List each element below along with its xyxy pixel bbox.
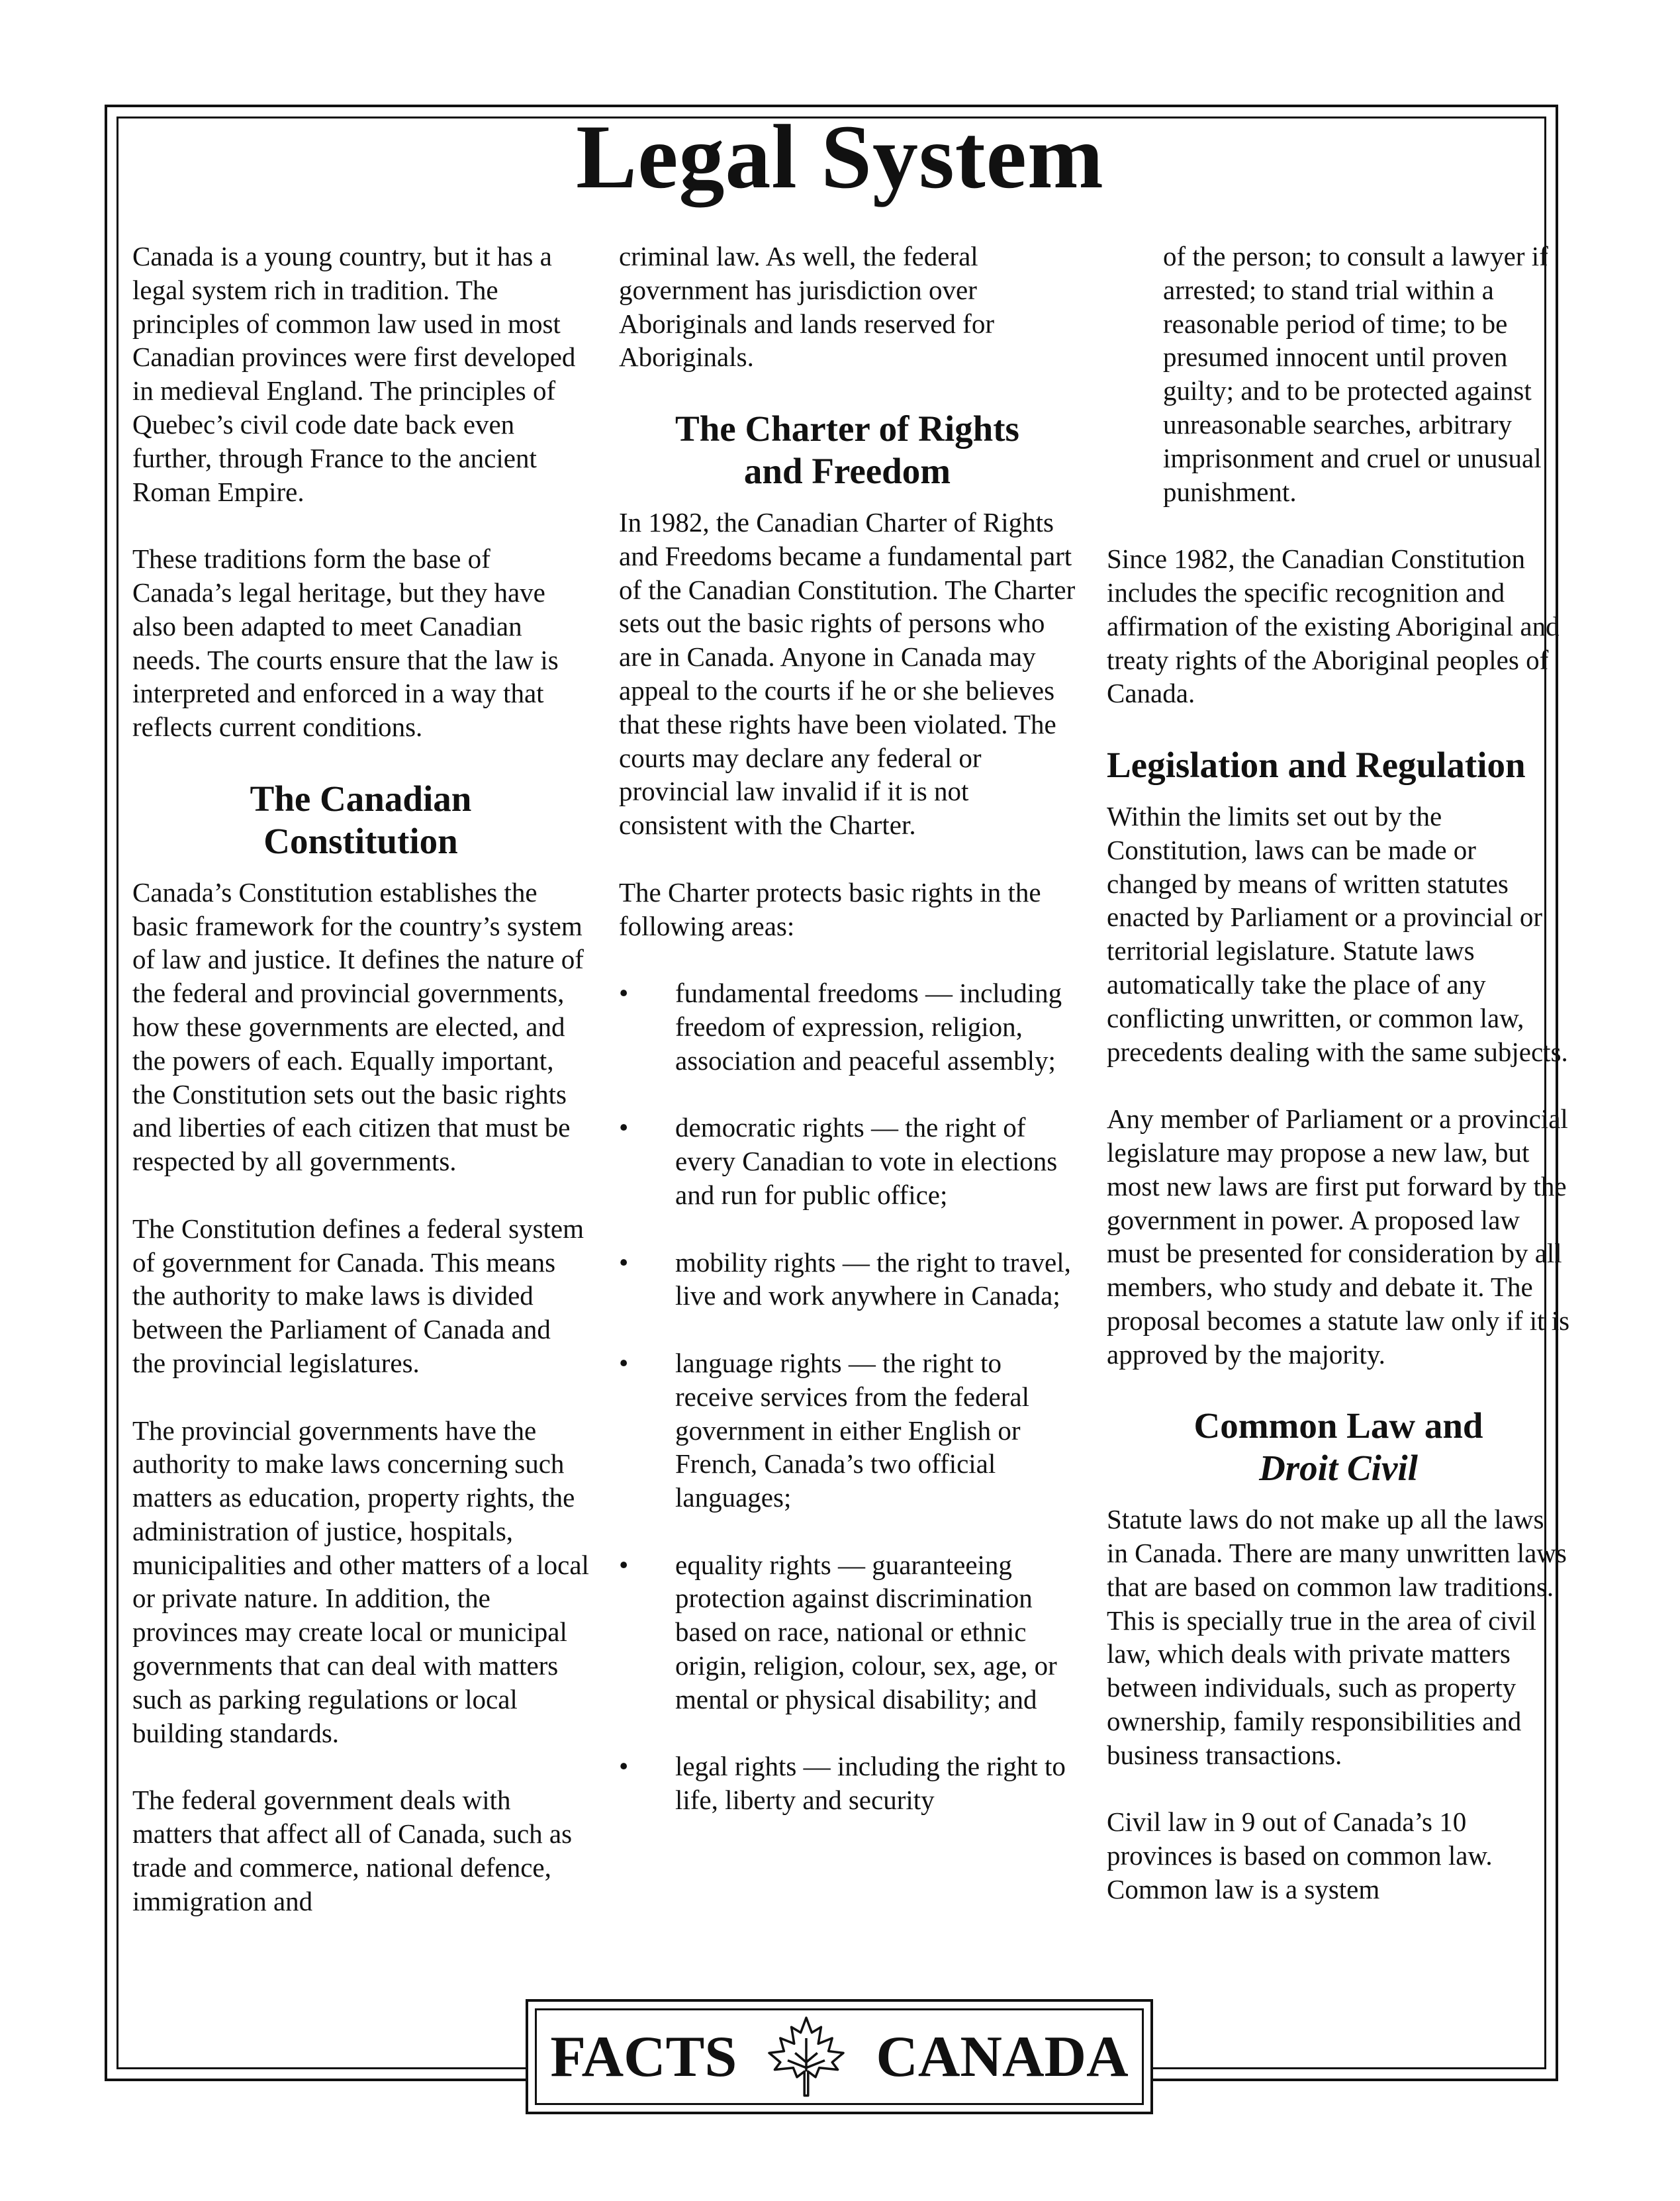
column-3 — [1107, 240, 1570, 1940]
list-item: • democratic rights — the right of every Canadian to vote in elections and run for public office; — [619, 1112, 1058, 1210]
page-title: Legal System — [576, 106, 1104, 207]
column-1 — [132, 240, 589, 1951]
maple-leaf-icon — [757, 2010, 856, 2103]
logo-text-facts: FACTS — [550, 2024, 737, 2089]
list-item: • legal rights — including the right to life, liberty and security — [619, 1751, 1066, 1816]
section-heading-charter: The Charter of Rights and Freedom — [675, 408, 1019, 491]
paragraph: The Constitution defines a federal system of government for Canada. This means the authority to make laws is divided between the Parliament of Canada and the provincial legislatures. — [132, 1213, 584, 1378]
paragraph: These traditions form the base of Canada’s legal heritage, but they have also been adapted to meet Canadian needs. The courts ensure that the law is interpreted and enforced in a way that reflects current conditions. — [132, 543, 559, 743]
list-item: • fundamental freedoms — including freedom of expression, religion, association and peaceful assembly; — [619, 978, 1062, 1076]
bullet-icon: • — [619, 1549, 629, 1580]
paragraph: Canada’s Constitution establishes the basic framework for the country’s system of law and justice. It defines the nature of the federal and provincial governments, how these governments are elected, and the powers of each. Equally important, the Constitution sets out the basic rights and liberties of each citizen that must be respected by all governments. — [132, 876, 584, 1177]
paragraph: criminal law. As well, the federal government has jurisdiction over Aboriginals and lands reserved for Aboriginals. — [619, 241, 994, 373]
bullet-icon: • — [619, 1751, 629, 1782]
list-item: • equality rights — guaranteeing protection against discrimination based on race, national or ethnic origin, religion, colour, sex, age, or mental or physical disability; and — [619, 1549, 1057, 1714]
bullet-icon: • — [619, 1347, 629, 1378]
logo-inner-border — [535, 2008, 1144, 2105]
section-heading-constitution: The Canadian Constitution — [250, 778, 472, 861]
bullet-icon: • — [619, 978, 629, 1009]
paragraph: Since 1982, the Canadian Constitution includes the specific recognition and affirmation of the existing Aboriginal and treaty rights of the Aboriginal peoples of Canada. — [1107, 543, 1560, 709]
column-2 — [619, 240, 1076, 1851]
section-heading-common-law: Common Law and Droit Civil — [1193, 1405, 1483, 1489]
paragraph: Civil law in 9 out of Canada’s 10 provinces is based on common law. Common law is a system — [1107, 1806, 1493, 1905]
rights-list — [619, 976, 1076, 1817]
logo-text-canada: CANADA — [876, 2024, 1129, 2089]
paragraph: Any member of Parliament or a provincial legislature may propose a new law, but most new laws are first put forward by the government in power. A proposed law must be presented for consideration by all members, who study and debate it. The proposal becomes a statute law only if it is approved by the majority. — [1107, 1103, 1570, 1370]
list-item: • language rights — the right to receive services from the federal government in either English or French, Canada’s two official languages; — [619, 1347, 1029, 1513]
bullet-icon: • — [619, 1246, 629, 1278]
list-item: • mobility rights — the right to travel, live and work anywhere in Canada; — [619, 1246, 1071, 1311]
paragraph: Canada is a young country, but it has a legal system rich in tradition. The principles of common law used in most Canadian provinces were first developed in medieval England. The principles of Quebec’s civil code date back even further, through France to the ancient Roman Empire. — [132, 241, 576, 507]
paragraph: The federal government deals with matters that affect all of Canada, such as trade and commerce, national defence, immigration and — [132, 1785, 573, 1916]
paragraph: Statute laws do not make up all the laws in Canada. There are many unwritten laws that are based on common law traditions. This is specially true in the area of civil law, which deals with private matters between individuals, such as property ownership, family responsibilities and business transactions. — [1107, 1504, 1567, 1770]
paragraph: The provincial governments have the authority to make laws concerning such matters as education, property rights, the administration of justice, hospitals, municipalities and other matters of a local or private nature. In addition, the provinces may create local or municipal governments that can deal with matters such as parking regulations or local building standards. — [132, 1415, 589, 1748]
paragraph: of the person; to consult a lawyer if arrested; to stand trial within a reasonable period of time; to be presumed innocent until proven guilty; and to be protected against unreasonable searches, arbitrary imprisonment and cruel or unusual punishment. — [1163, 241, 1548, 507]
facts-canada-logo — [526, 1999, 1153, 2114]
paragraph: Within the limits set out by the Constitution, laws can be made or changed by means of written statutes enacted by Parliament or a provincial or territorial legislature. Statute laws automatically take the place of any conflicting unwritten, or common law, precedents dealing with the same subjects. — [1107, 800, 1568, 1067]
paragraph: The Charter protects basic rights in the following areas: — [619, 876, 1041, 941]
section-heading-legislation: Legislation and Regulation — [1107, 744, 1526, 785]
paragraph: In 1982, the Canadian Charter of Rights and Freedoms became a fundamental part of the Canadian Constitution. The Charter sets out the basic rights of persons who are in Canada. Anyone in Canada may appeal to the courts if he or she believes that these rights have been violated. The courts may declare any federal or provincial law invalid if it is not consistent with the Charter. — [619, 506, 1076, 841]
bullet-icon: • — [619, 1112, 629, 1143]
